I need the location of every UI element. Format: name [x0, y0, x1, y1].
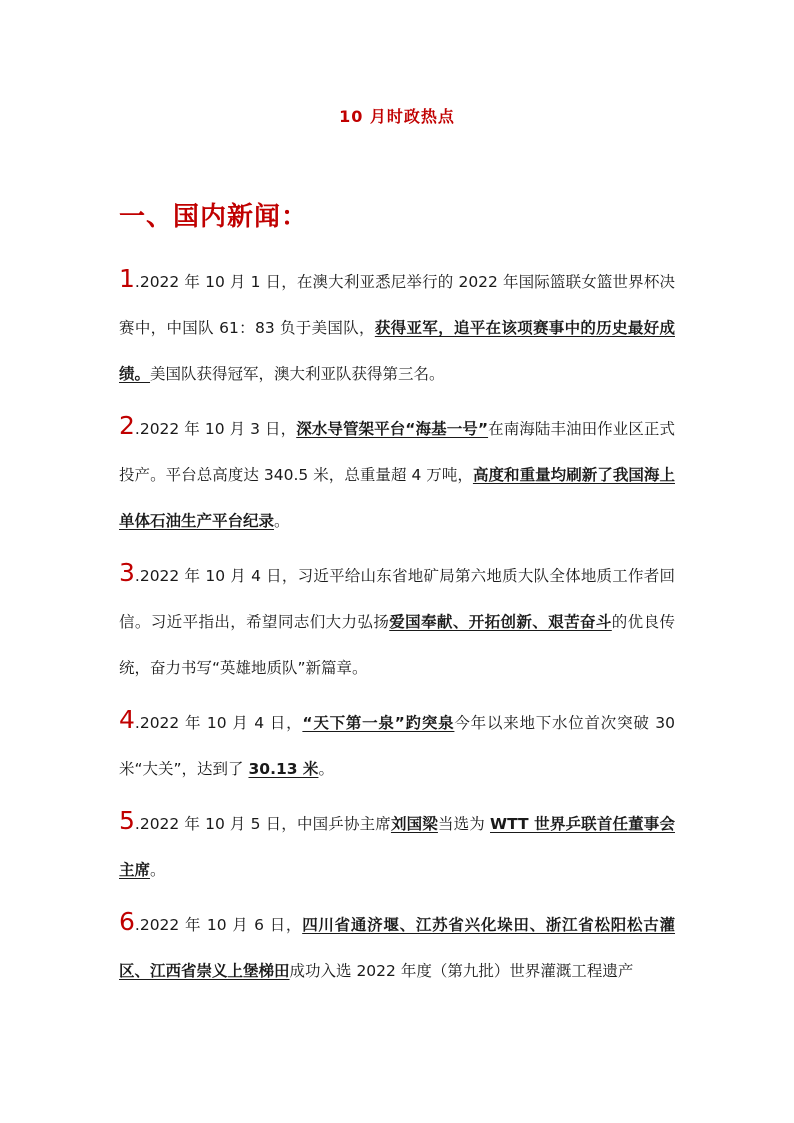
news-item — [119, 550, 675, 691]
news-item — [119, 256, 675, 397]
news-item-text: 当选为 — [437, 815, 491, 833]
news-item-text: .2022 年 10 月 1 日，在澳大利亚悉尼举行的 2022 年国际篮联女篮世界杯决赛中，中国队 61：83 负于美国队， — [119, 273, 675, 337]
news-item-text: .2022 年 10 月 3 日， — [134, 420, 297, 438]
news-item-text: 美国队获得冠军，澳大利亚队获得第三名。 — [150, 365, 445, 383]
news-item-highlight: 高度和重量均刷新了我国海上单体石油生产平台纪录 — [119, 466, 675, 530]
news-item-number: 5 — [119, 806, 135, 835]
news-item — [119, 798, 675, 893]
news-item-highlight: 获得亚军，追平在该项赛事中的历史最好成绩。 — [119, 319, 675, 383]
news-item-number: 1 — [119, 264, 135, 293]
news-item — [119, 899, 675, 994]
news-item-number: 4 — [119, 705, 135, 734]
news-item-text: 。 — [150, 861, 166, 879]
news-item-text: 今年以来地下水位首次突破 30 米“大关”，达到了 — [119, 714, 676, 778]
news-item-text: .2022 年 10 月 5 日，中国乒协主席 — [134, 815, 391, 833]
news-item-text: 在南海陆丰油田作业区正式投产。平台总高度达 340.5 米，总重量超 4 万吨， — [119, 420, 675, 484]
document-title: 10 月时政热点 — [339, 107, 455, 126]
news-item-text: .2022 年 10 月 4 日， — [134, 714, 303, 732]
news-item-number: 2 — [119, 411, 135, 440]
news-item — [119, 697, 675, 792]
news-item — [119, 403, 675, 544]
news-item-text: 成功入选 2022 年度（第九批）世界灌溉工程遗产 — [289, 962, 634, 980]
news-item-highlight: 刘国梁 — [390, 815, 438, 833]
news-item-text: .2022 年 10 月 6 日， — [134, 916, 303, 934]
news-item-text: 。 — [318, 760, 334, 778]
news-item-number: 6 — [119, 907, 135, 936]
news-item-highlight: 四川省通济堰、江苏省兴化垛田、浙江省松阳松古灌区、江西省崇义上堡梯田 — [119, 916, 676, 980]
news-item-text: .2022 年 10 月 4 日，习近平给山东省地矿局第六地质大队全体地质工作者回信。习近平指出，希望同志们大力弘扬 — [119, 567, 675, 631]
section-heading-domestic-news: 一、国内新闻： — [119, 202, 309, 232]
news-item-highlight: 30.13 米 — [248, 760, 319, 778]
news-item-number: 3 — [119, 558, 135, 587]
news-item-highlight: “天下第一泉”趵突泉 — [302, 714, 455, 732]
news-item-text: 。 — [274, 512, 290, 530]
news-list — [119, 256, 675, 994]
news-item-text: 的优良传统，奋力书写“英雄地质队”新篇章。 — [119, 613, 675, 677]
news-item-highlight: 深水导管架平台“海基一号” — [296, 420, 489, 438]
news-item-highlight: WTT 世界乒联首任董事会主席 — [119, 815, 675, 879]
news-item-highlight: 爱国奉献、开拓创新、艰苦奋斗 — [389, 613, 612, 631]
